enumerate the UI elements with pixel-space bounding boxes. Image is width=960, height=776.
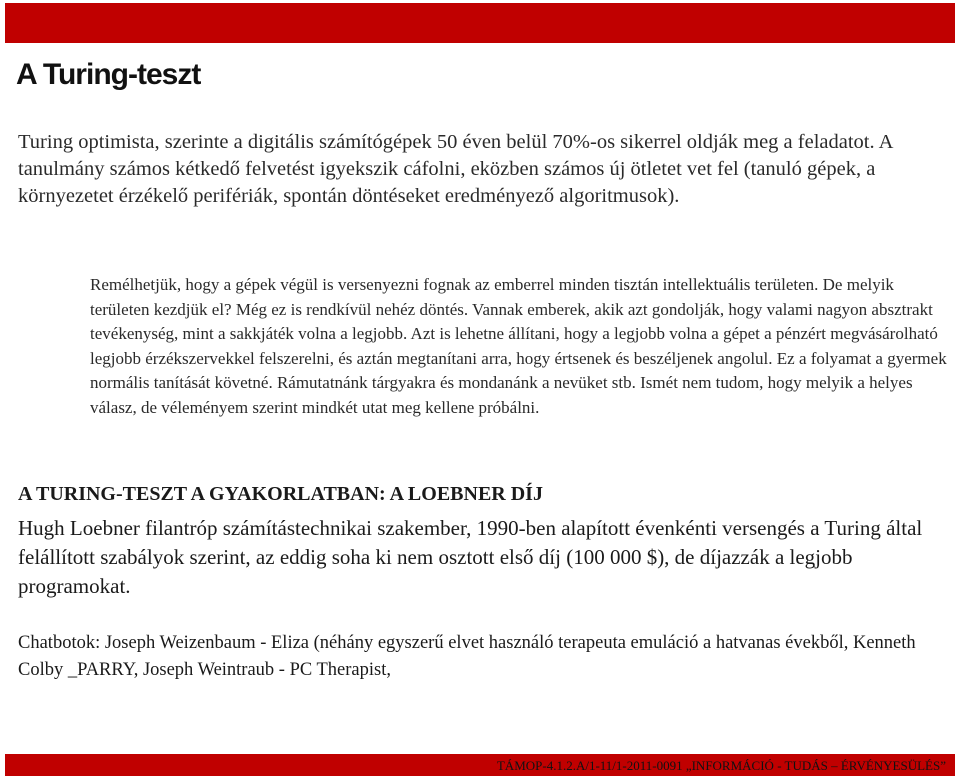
intro-paragraph: Turing optimista, szerinte a digitális számítógépek 50 éven belül 70%-os sikerrel oldják meg a feladatot. A tanulmány számos kétkedő felvetést igyekszik cáfolni, eközben számos új ötletet vet fel (tanuló gépek, a környezetet érzékelő perifériák, spontán döntéseket eredményező algoritmusok). xyxy=(18,131,893,207)
loebner-paragraph: Hugh Loebner filantróp számítástechnikai szakember, 1990-ben alapított évenkénti versengés a Turing által felállított szabályok szerint, az eddig soha ki nem osztott első díj (100 000 $), de díjazzák a legjobb programokat. xyxy=(18,516,923,598)
section-heading: A TURING-TESZT A GYAKORLATBAN: A LOEBNER DÍJ xyxy=(18,483,543,505)
turing-quote: Remélhetjük, hogy a gépek végül is versenyezni fognak az emberrel minden tisztán intellektuális területen. De melyik területen kezdjük el? Még ez is rendkívül nehéz döntés. Vannak emberek, akik azt gondolják, hogy valami nagyon absztrakt tevékenység, mint a sakkjáték volna a legjobb. Azt is lehetne állítani, hogy a legjobb volna a gépet a pénzért megvásárolható legjobb érzékszervekkel felszerelni, és aztán megtanítani arra, hogy értsenek és beszéljenek angolul. Ez a folyamat a gyermek normális tanítását követné. Rámutatnánk tárgyakra és mondanánk a nevüket stb. Ismét nem tudom, hogy melyik a helyes válasz, de véleményem szerint mindkét utat meg kellene próbálni. xyxy=(90,275,947,417)
slide-title: A Turing-teszt xyxy=(16,58,201,91)
footer-text: TÁMOP-4.1.2.A/1-11/1-2011-0091 „INFORMÁCIÓ - TUDÁS – ÉRVÉNYESÜLÉS” xyxy=(496,758,946,773)
top-accent-bar xyxy=(5,3,955,43)
chatbots-paragraph: Chatbotok: Joseph Weizenbaum - Eliza (néhány egyszerű elvet használó terapeuta emuláció a hatvanas évekből, Kenneth Colby _PARRY, Joseph Weintraub - PC Therapist, xyxy=(18,633,916,680)
